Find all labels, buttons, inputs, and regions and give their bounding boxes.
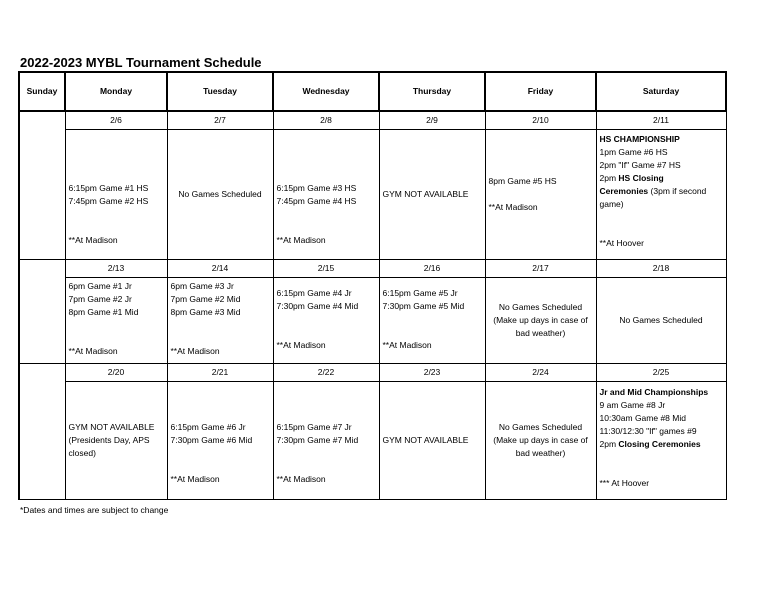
game-line: 7:45pm Game #2 HS xyxy=(68,196,149,206)
location-line: **At Madison xyxy=(488,202,538,212)
date-cell: 2/9 xyxy=(379,111,485,130)
date-cell: 2/23 xyxy=(379,364,485,382)
date-cell: 2/8 xyxy=(273,111,379,130)
schedule-cell xyxy=(273,130,379,260)
status-text: GYM NOT AVAILABLE xyxy=(68,422,155,432)
header-monday: Monday xyxy=(65,72,167,111)
date-cell: 2/18 xyxy=(596,260,726,278)
week2-content-row xyxy=(19,278,726,364)
game-line: 7pm Game #2 Mid xyxy=(170,294,241,304)
location-line: **At Madison xyxy=(170,474,220,484)
game-line: Ceremonies (3pm if second xyxy=(599,186,707,196)
date-cell: 2/14 xyxy=(167,260,273,278)
date-cell: 2/17 xyxy=(485,260,596,278)
game-line: 9 am Game #8 Jr xyxy=(599,400,666,410)
game-line: 8pm Game #3 Mid xyxy=(170,307,241,317)
game-line: 2pm HS Closing xyxy=(599,173,664,183)
game-line: 7:30pm Game #7 Mid xyxy=(276,435,359,445)
schedule-cell xyxy=(379,382,485,500)
championship-heading: HS CHAMPIONSHIP xyxy=(599,134,680,144)
location-line: **At Madison xyxy=(276,235,326,245)
week2-date-row xyxy=(19,260,726,278)
date-cell: 2/7 xyxy=(167,111,273,130)
date-cell: 2/11 xyxy=(596,111,726,130)
status-note: (Make up days in case of xyxy=(493,435,588,445)
date-cell: 2/15 xyxy=(273,260,379,278)
schedule-cell xyxy=(596,382,726,500)
header-friday: Friday xyxy=(485,72,596,111)
game-line: 8pm Game #1 Mid xyxy=(68,307,139,317)
page-title: 2022-2023 MYBL Tournament Schedule xyxy=(20,55,262,70)
status-text: No Games Scheduled xyxy=(619,315,703,325)
status-text: No Games Scheduled xyxy=(498,302,583,312)
location-line: **At Hoover xyxy=(599,238,644,248)
header-sunday: Sunday xyxy=(19,72,65,111)
schedule-cell xyxy=(485,382,596,500)
location-line: **At Madison xyxy=(276,340,326,350)
week2-sunday-cell xyxy=(19,260,65,364)
date-cell: 2/25 xyxy=(596,364,726,382)
schedule-cell xyxy=(485,278,596,364)
week3-date-row xyxy=(19,364,726,382)
schedule-cell xyxy=(65,278,167,364)
date-cell: 2/10 xyxy=(485,111,596,130)
game-line: 6:15pm Game #5 Jr xyxy=(382,288,458,298)
game-line: 6:15pm Game #1 HS xyxy=(68,183,149,193)
game-line: 1pm Game #6 HS xyxy=(599,147,668,157)
location-line: **At Madison xyxy=(68,346,118,356)
status-text: GYM NOT AVAILABLE xyxy=(382,435,469,445)
location-line: *** At Hoover xyxy=(599,478,650,488)
schedule-cell xyxy=(167,278,273,364)
game-line: 6pm Game #3 Jr xyxy=(170,281,234,291)
status-note: bad weather) xyxy=(515,328,566,338)
date-cell: 2/24 xyxy=(485,364,596,382)
status-note: (Make up days in case of xyxy=(493,315,588,325)
date-cell: 2/20 xyxy=(65,364,167,382)
status-note: bad weather) xyxy=(515,448,566,458)
game-line: 7:30pm Game #5 Mid xyxy=(382,301,465,311)
schedule-table xyxy=(18,71,727,500)
date-cell: 2/16 xyxy=(379,260,485,278)
game-line: 6:15pm Game #3 HS xyxy=(276,183,357,193)
schedule-cell xyxy=(485,130,596,260)
game-line: 8pm Game #5 HS xyxy=(488,176,557,186)
game-line: 11:30/12:30 "If" games #9 xyxy=(599,426,697,436)
game-line: 2pm "If" Game #7 HS xyxy=(599,160,681,170)
date-cell: 2/13 xyxy=(65,260,167,278)
game-line: 6:15pm Game #7 Jr xyxy=(276,422,352,432)
status-note: closed) xyxy=(68,448,96,458)
schedule-cell xyxy=(167,382,273,500)
status-text: No Games Scheduled xyxy=(178,189,262,199)
date-cell: 2/21 xyxy=(167,364,273,382)
header-thursday: Thursday xyxy=(379,72,485,111)
header-row xyxy=(19,72,726,111)
game-line: 7pm Game #2 Jr xyxy=(68,294,132,304)
schedule-cell xyxy=(167,130,273,260)
schedule-cell xyxy=(65,382,167,500)
game-line: game) xyxy=(599,199,624,209)
game-line: 6:15pm Game #6 Jr xyxy=(170,422,246,432)
footnote: *Dates and times are subject to change xyxy=(20,505,169,515)
week3-content-row xyxy=(19,382,726,500)
schedule-cell xyxy=(379,130,485,260)
date-cell: 2/6 xyxy=(65,111,167,130)
location-line: **At Madison xyxy=(276,474,326,484)
status-text: GYM NOT AVAILABLE xyxy=(382,189,469,199)
schedule-cell xyxy=(596,278,726,364)
schedule-cell xyxy=(379,278,485,364)
header-tuesday: Tuesday xyxy=(167,72,273,111)
header-wednesday: Wednesday xyxy=(273,72,379,111)
week3-sunday-cell xyxy=(19,364,65,500)
week1-content-row xyxy=(19,130,726,260)
location-line: **At Madison xyxy=(382,340,432,350)
schedule-cell xyxy=(596,130,726,260)
schedule-cell xyxy=(273,278,379,364)
game-line: 10:30am Game #8 Mid xyxy=(599,413,686,423)
week1-date-row xyxy=(19,111,726,130)
game-line: 7:30pm Game #6 Mid xyxy=(170,435,253,445)
schedule-cell xyxy=(273,382,379,500)
game-line: 6pm Game #1 Jr xyxy=(68,281,132,291)
status-text: No Games Scheduled xyxy=(498,422,583,432)
game-line: 2pm Closing Ceremonies xyxy=(599,439,701,449)
status-note: (Presidents Day, APS xyxy=(68,435,150,445)
location-line: **At Madison xyxy=(170,346,220,356)
date-cell: 2/22 xyxy=(273,364,379,382)
game-line: 7:30pm Game #4 Mid xyxy=(276,301,359,311)
schedule-cell xyxy=(65,130,167,260)
location-line: **At Madison xyxy=(68,235,118,245)
championship-heading: Jr and Mid Championships xyxy=(599,387,709,397)
header-saturday: Saturday xyxy=(596,72,726,111)
game-line: 7:45pm Game #4 HS xyxy=(276,196,357,206)
week1-sunday-cell xyxy=(19,111,65,260)
game-line: 6:15pm Game #4 Jr xyxy=(276,288,352,298)
